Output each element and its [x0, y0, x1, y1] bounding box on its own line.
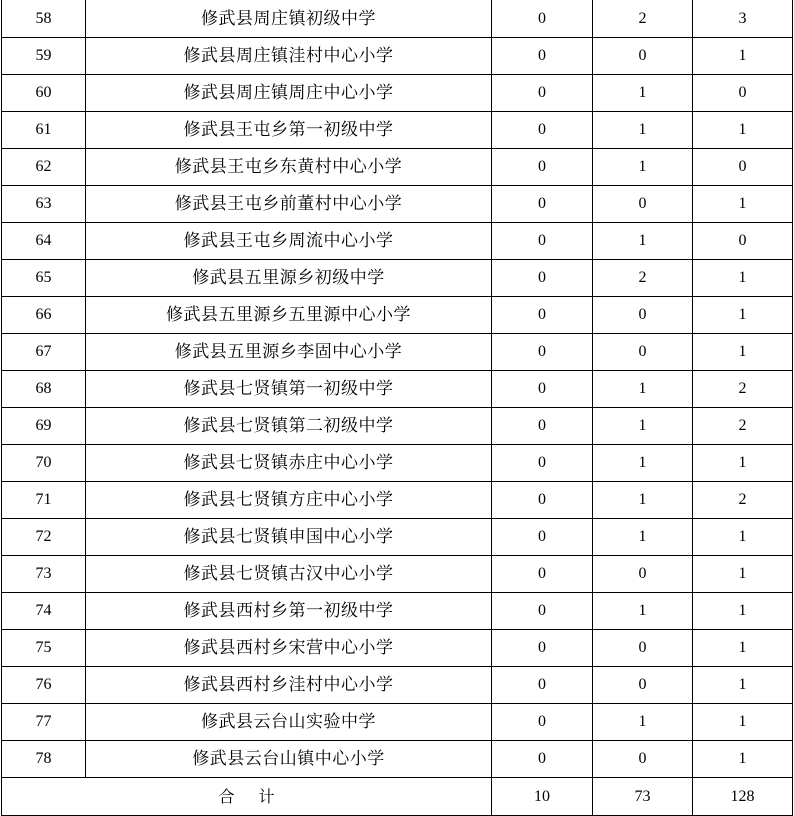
row-col-a: 0	[492, 667, 593, 704]
table-body	[2, 0, 793, 778]
table-row	[2, 704, 793, 741]
row-col-a: 0	[492, 186, 593, 223]
table-row	[2, 0, 793, 38]
row-number: 69	[2, 408, 86, 445]
row-col-a: 0	[492, 149, 593, 186]
row-number: 70	[2, 445, 86, 482]
row-col-b: 1	[593, 482, 693, 519]
table-row	[2, 260, 793, 297]
table-row	[2, 223, 793, 260]
row-number: 65	[2, 260, 86, 297]
row-col-c: 0	[693, 75, 793, 112]
row-col-b: 0	[593, 741, 693, 778]
row-col-a: 0	[492, 408, 593, 445]
table-row	[2, 38, 793, 75]
table-row	[2, 371, 793, 408]
row-col-b: 1	[593, 75, 693, 112]
row-col-c: 1	[693, 741, 793, 778]
row-col-a: 0	[492, 297, 593, 334]
school-name: 修武县西村乡洼村中心小学	[86, 667, 492, 704]
total-label: 合计	[2, 778, 492, 816]
row-col-b: 1	[593, 223, 693, 260]
row-number: 77	[2, 704, 86, 741]
row-col-c: 1	[693, 704, 793, 741]
row-col-b: 1	[593, 149, 693, 186]
table-row	[2, 186, 793, 223]
row-col-c: 1	[693, 186, 793, 223]
row-col-a: 0	[492, 556, 593, 593]
row-col-c: 1	[693, 445, 793, 482]
row-col-c: 1	[693, 334, 793, 371]
table-row	[2, 667, 793, 704]
row-col-c: 3	[693, 0, 793, 38]
row-col-b: 1	[593, 519, 693, 556]
row-col-a: 0	[492, 38, 593, 75]
row-col-b: 0	[593, 186, 693, 223]
table-row	[2, 445, 793, 482]
row-col-c: 2	[693, 408, 793, 445]
table-row	[2, 741, 793, 778]
total-col-c: 128	[693, 778, 793, 816]
row-col-b: 1	[593, 704, 693, 741]
row-col-b: 2	[593, 0, 693, 38]
row-number: 59	[2, 38, 86, 75]
row-number: 60	[2, 75, 86, 112]
row-number: 75	[2, 630, 86, 667]
row-number: 64	[2, 223, 86, 260]
school-name: 修武县王屯乡前董村中心小学	[86, 186, 492, 223]
row-col-a: 0	[492, 519, 593, 556]
row-col-b: 0	[593, 38, 693, 75]
row-col-c: 1	[693, 593, 793, 630]
table-row	[2, 408, 793, 445]
total-col-b: 73	[593, 778, 693, 816]
row-col-a: 0	[492, 741, 593, 778]
row-col-a: 0	[492, 223, 593, 260]
row-number: 76	[2, 667, 86, 704]
row-col-b: 0	[593, 667, 693, 704]
row-number: 68	[2, 371, 86, 408]
row-col-a: 0	[492, 482, 593, 519]
row-col-c: 1	[693, 112, 793, 149]
row-col-b: 0	[593, 630, 693, 667]
row-col-a: 0	[492, 260, 593, 297]
row-col-b: 1	[593, 112, 693, 149]
row-col-a: 0	[492, 75, 593, 112]
row-number: 62	[2, 149, 86, 186]
school-name: 修武县周庄镇洼村中心小学	[86, 38, 492, 75]
row-col-b: 1	[593, 371, 693, 408]
row-col-a: 0	[492, 704, 593, 741]
school-name: 修武县王屯乡东黄村中心小学	[86, 149, 492, 186]
row-col-c: 1	[693, 297, 793, 334]
row-number: 66	[2, 297, 86, 334]
school-name: 修武县七贤镇赤庄中心小学	[86, 445, 492, 482]
school-name: 修武县五里源乡五里源中心小学	[86, 297, 492, 334]
row-col-a: 0	[492, 593, 593, 630]
table-row	[2, 112, 793, 149]
row-col-b: 0	[593, 556, 693, 593]
school-name: 修武县七贤镇古汉中心小学	[86, 556, 492, 593]
row-number: 71	[2, 482, 86, 519]
row-col-c: 2	[693, 371, 793, 408]
row-col-c: 1	[693, 630, 793, 667]
row-col-c: 1	[693, 38, 793, 75]
table-row	[2, 482, 793, 519]
school-name: 修武县云台山实验中学	[86, 704, 492, 741]
row-number: 58	[2, 0, 86, 38]
table-row	[2, 630, 793, 667]
row-col-b: 1	[593, 445, 693, 482]
row-number: 78	[2, 741, 86, 778]
row-col-b: 0	[593, 334, 693, 371]
row-col-c: 1	[693, 667, 793, 704]
row-number: 73	[2, 556, 86, 593]
row-number: 67	[2, 334, 86, 371]
row-col-c: 1	[693, 519, 793, 556]
row-col-c: 2	[693, 482, 793, 519]
row-col-c: 1	[693, 260, 793, 297]
school-name: 修武县西村乡宋营中心小学	[86, 630, 492, 667]
schools-table	[1, 0, 793, 816]
school-name: 修武县五里源乡李固中心小学	[86, 334, 492, 371]
row-col-c: 0	[693, 223, 793, 260]
total-row	[2, 778, 793, 816]
total-col-a: 10	[492, 778, 593, 816]
row-col-b: 1	[593, 593, 693, 630]
school-name: 修武县七贤镇方庄中心小学	[86, 482, 492, 519]
table-row	[2, 519, 793, 556]
row-col-b: 1	[593, 408, 693, 445]
row-col-c: 1	[693, 556, 793, 593]
school-name: 修武县周庄镇初级中学	[86, 0, 492, 38]
school-name: 修武县七贤镇第二初级中学	[86, 408, 492, 445]
school-name: 修武县西村乡第一初级中学	[86, 593, 492, 630]
school-name: 修武县王屯乡第一初级中学	[86, 112, 492, 149]
row-col-a: 0	[492, 445, 593, 482]
school-name: 修武县云台山镇中心小学	[86, 741, 492, 778]
table-row	[2, 149, 793, 186]
row-col-a: 0	[492, 630, 593, 667]
school-name: 修武县王屯乡周流中心小学	[86, 223, 492, 260]
row-col-a: 0	[492, 112, 593, 149]
row-number: 63	[2, 186, 86, 223]
row-col-a: 0	[492, 334, 593, 371]
row-col-a: 0	[492, 371, 593, 408]
school-name: 修武县周庄镇周庄中心小学	[86, 75, 492, 112]
row-col-c: 0	[693, 149, 793, 186]
school-name: 修武县七贤镇第一初级中学	[86, 371, 492, 408]
table-row	[2, 334, 793, 371]
table-row	[2, 593, 793, 630]
row-col-b: 2	[593, 260, 693, 297]
row-number: 74	[2, 593, 86, 630]
table-row	[2, 297, 793, 334]
table-row	[2, 75, 793, 112]
row-col-b: 0	[593, 297, 693, 334]
school-name: 修武县五里源乡初级中学	[86, 260, 492, 297]
row-number: 72	[2, 519, 86, 556]
row-number: 61	[2, 112, 86, 149]
table-row	[2, 556, 793, 593]
row-col-a: 0	[492, 0, 593, 38]
school-name: 修武县七贤镇申国中心小学	[86, 519, 492, 556]
